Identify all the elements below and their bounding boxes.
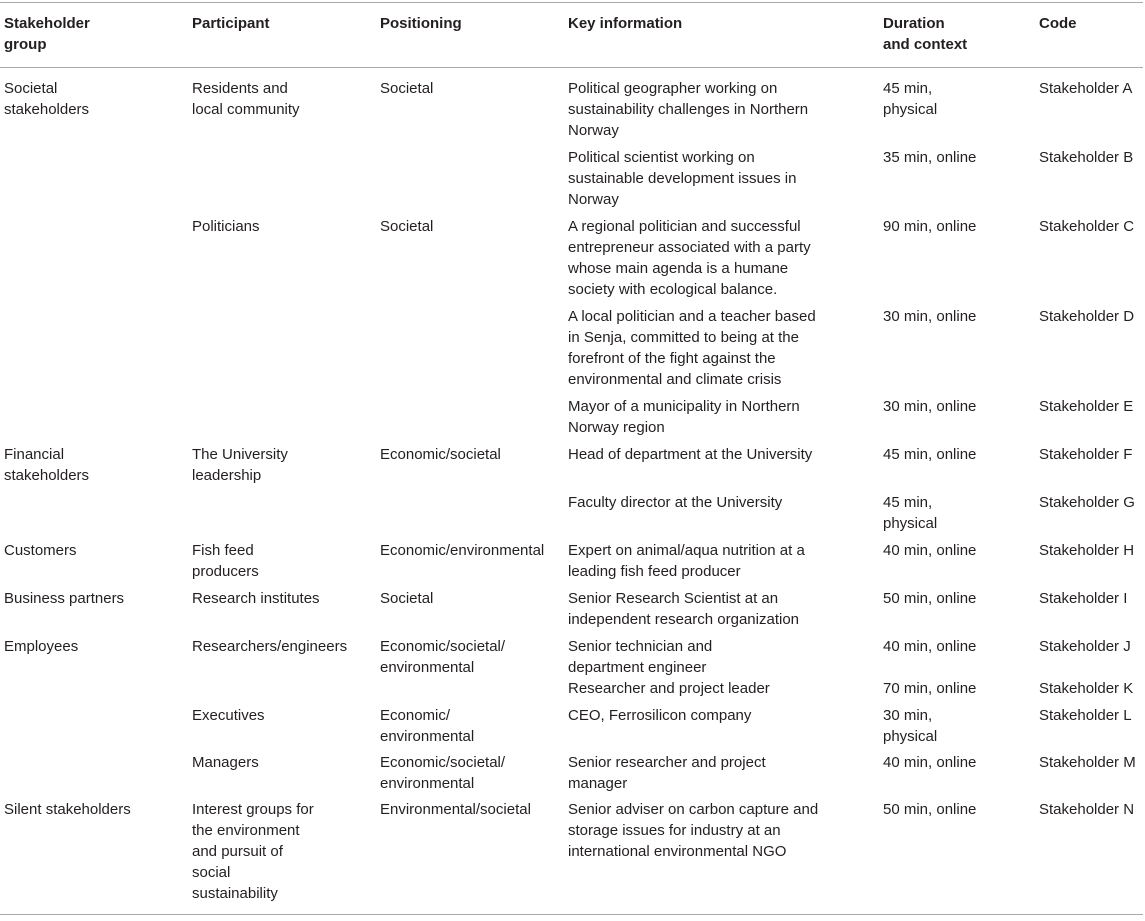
header-code: Code [1039,15,1077,32]
participant-cell: Politicians [192,218,260,235]
duration-context-cell: 40 min, online [883,754,977,771]
participant-cell: Executives [192,707,265,724]
code-cell: Stakeholder I [1039,590,1128,607]
key-information-cell: CEO, Ferrosilicon company [568,707,752,724]
duration-context-cell: 50 min, online [883,801,977,818]
duration-context-cell: 45 min, online [883,446,977,463]
header-stakeholder-group: Stakeholder group [4,15,90,53]
key-information-cell: Political geographer working on sustainability challenges in Northern Norway [568,80,809,139]
participant-cell: Residents and local community [192,80,300,118]
positioning-cell: Societal [380,80,434,97]
header-duration-context: Duration and context [883,15,968,53]
stakeholder-group-cell: Customers [4,542,77,559]
duration-context-cell: 35 min, online [883,149,977,166]
duration-context-cell: 30 min, online [883,398,977,415]
duration-context-cell: 40 min, online [883,542,977,559]
code-cell: Stakeholder J [1039,638,1131,655]
positioning-cell: Environmental/societal [380,801,531,818]
stakeholder-group-cell: Business partners [4,590,125,607]
participant-cell: Research institutes [192,590,320,607]
code-cell: Stakeholder C [1039,218,1135,235]
code-cell: Stakeholder D [1039,308,1135,325]
key-information-cell: Political scientist working on sustainable development issues in Norway [568,149,797,208]
header-key-information: Key information [568,15,683,32]
key-information-cell: A regional politician and successful entrepreneur associated with a party whose main agenda is a humane society with ecological balance. [568,218,811,298]
stakeholder-group-cell: Silent stakeholders [4,801,131,818]
duration-context-cell: 45 min, physical [883,494,938,532]
stakeholder-group-cell: Financial stakeholders [4,446,90,484]
participant-cell: Researchers/engineers [192,638,348,655]
participant-cell: Fish feed producers [192,542,259,580]
code-cell: Stakeholder L [1039,707,1132,724]
stakeholder-group-cell: Employees [4,638,79,655]
header-positioning: Positioning [380,15,462,32]
key-information-cell: Faculty director at the University [568,494,783,511]
positioning-cell: Economic/environmental [380,542,545,559]
duration-context-cell: 40 min, online [883,638,977,655]
code-cell: Stakeholder K [1039,680,1134,697]
key-information-cell: Researcher and project leader [568,680,770,697]
header-rule [0,67,1143,68]
positioning-cell: Economic/societal/ environmental [380,754,506,792]
duration-context-cell: 30 min, online [883,308,977,325]
table-bottom-rule [0,914,1143,915]
positioning-cell: Economic/societal/ environmental [380,638,506,676]
key-information-cell: Mayor of a municipality in Northern Norway region [568,398,800,436]
table-top-rule [0,2,1143,3]
code-cell: Stakeholder M [1039,754,1136,771]
key-information-cell: A local politician and a teacher based in Senja, committed to being at the forefront of the fight against the environmental and climate crisis [568,308,816,388]
code-cell: Stakeholder E [1039,398,1134,415]
header-participant: Participant [192,15,270,32]
key-information-cell: Senior technician and department engineer [568,638,713,676]
duration-context-cell: 70 min, online [883,680,977,697]
key-information-cell: Senior Research Scientist at an independent research organization [568,590,799,628]
key-information-cell: Senior researcher and project manager [568,754,766,792]
positioning-cell: Societal [380,590,434,607]
positioning-cell: Societal [380,218,434,235]
key-information-cell: Senior adviser on carbon capture and storage issues for industry at an international environmental NGO [568,801,819,860]
participant-cell: Interest groups for the environment and pursuit of social sustainability [192,801,314,902]
code-cell: Stakeholder H [1039,542,1135,559]
duration-context-cell: 90 min, online [883,218,977,235]
duration-context-cell: 45 min, physical [883,80,938,118]
participant-cell: Managers [192,754,259,771]
code-cell: Stakeholder N [1039,801,1135,818]
duration-context-cell: 30 min, physical [883,707,938,745]
positioning-cell: Economic/ environmental [380,707,475,745]
key-information-cell: Head of department at the University [568,446,813,463]
duration-context-cell: 50 min, online [883,590,977,607]
positioning-cell: Economic/societal [380,446,501,463]
stakeholder-group-cell: Societal stakeholders [4,80,90,118]
code-cell: Stakeholder F [1039,446,1133,463]
code-cell: Stakeholder A [1039,80,1133,97]
participant-cell: The University leadership [192,446,288,484]
code-cell: Stakeholder G [1039,494,1135,511]
key-information-cell: Expert on animal/aqua nutrition at a leading fish feed producer [568,542,805,580]
code-cell: Stakeholder B [1039,149,1134,166]
